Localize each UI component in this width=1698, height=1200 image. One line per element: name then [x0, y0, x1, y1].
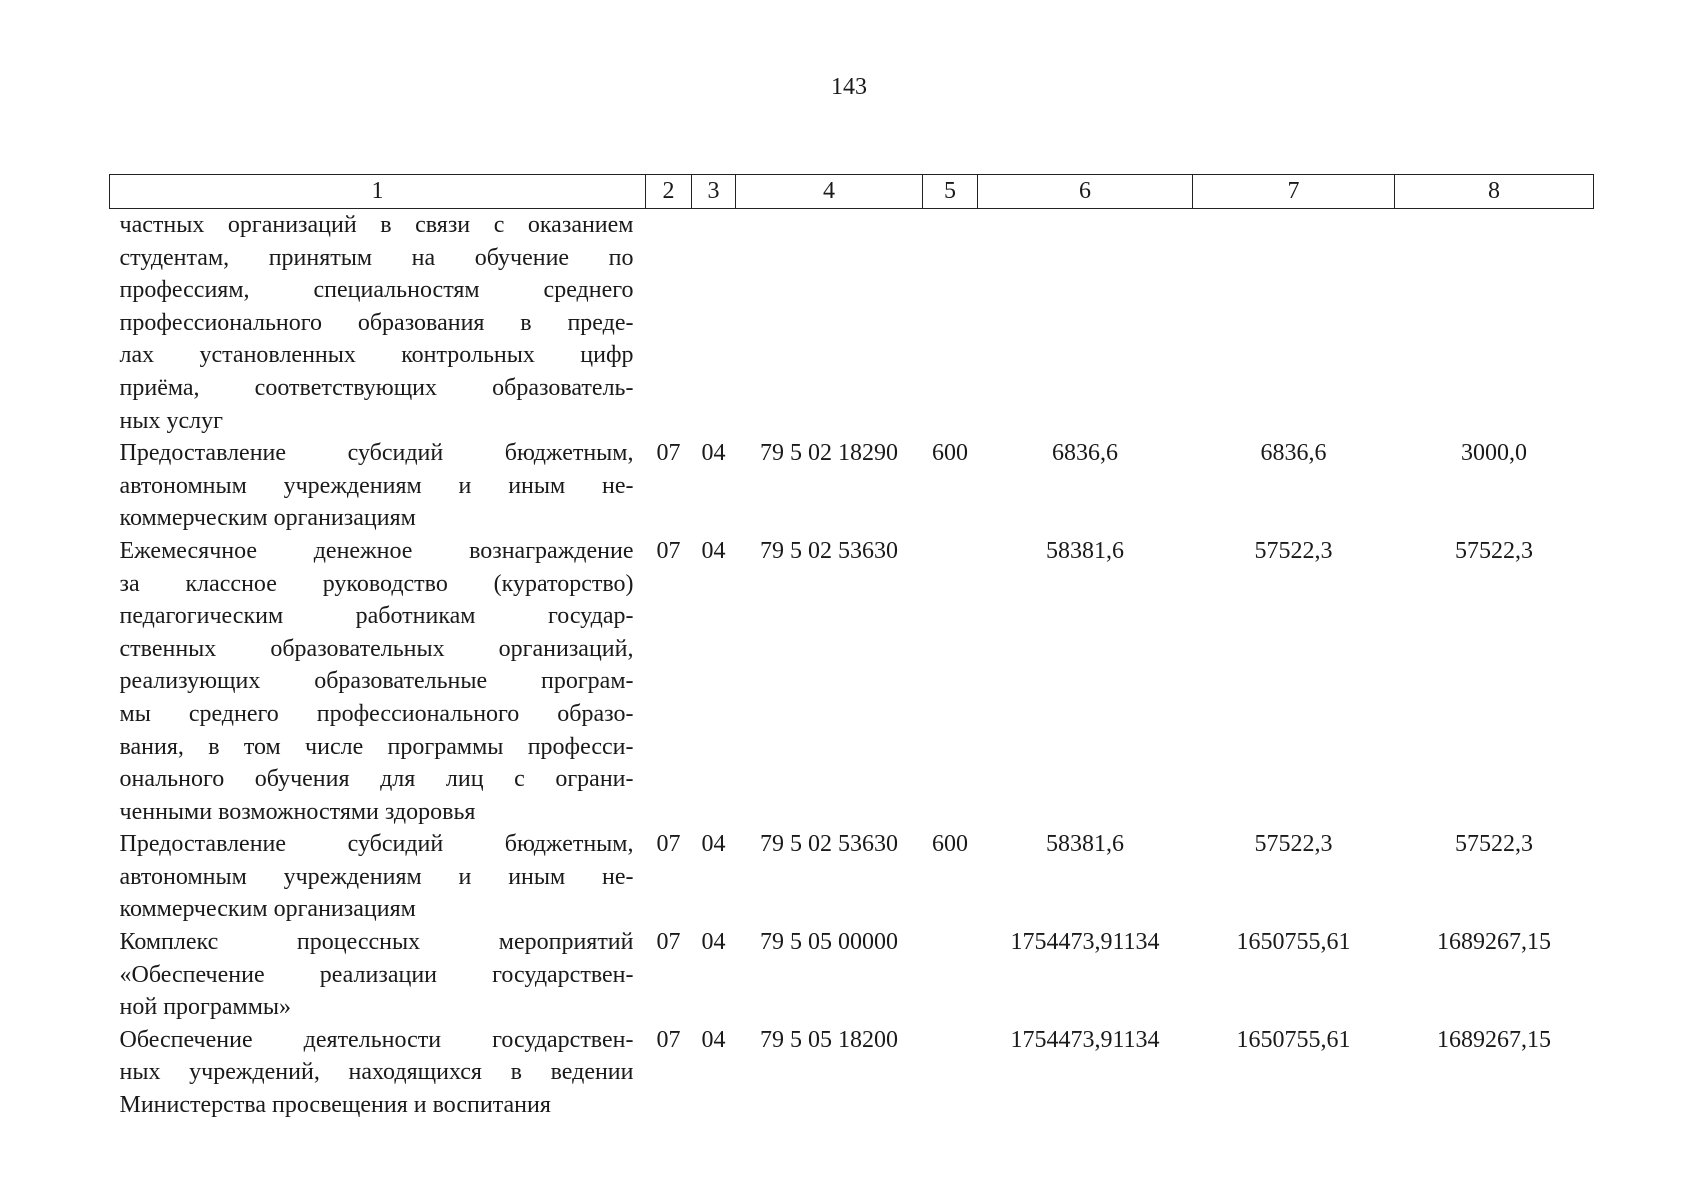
section-code-cell	[646, 209, 692, 438]
row-name-line: Предоставление субсидий бюджетным,	[119, 831, 634, 858]
amount-col-8-cell	[1395, 209, 1594, 438]
row-name-line: онального обучения для лиц с ограни-	[119, 766, 634, 793]
row-name-line: ченными возможностями здоровья	[119, 798, 476, 825]
amount-col-6-cell: 1754473,91134	[1010, 1026, 1160, 1053]
amount-col-7-cell: 57522,3	[1254, 537, 1333, 564]
row-name-line: автономным учреждениям и иным не-	[119, 863, 634, 890]
subsection-code-cell: 04	[701, 831, 726, 858]
section-code-cell: 07	[656, 929, 681, 956]
target-article-cell: 79 5 02 18290	[760, 440, 898, 467]
row-name-line: Предоставление субсидий бюджетным,	[119, 440, 634, 467]
header-col-3: 3	[692, 175, 736, 209]
row-name-line: автономным учреждениям и иным не-	[119, 472, 634, 499]
subsection-code-cell: 04	[701, 1026, 726, 1053]
row-name-line: коммерческим организациям	[119, 896, 416, 923]
amount-col-7-cell	[1193, 209, 1395, 438]
expense-type-cell	[923, 535, 978, 828]
row-name-line: мы среднего профессионального образо-	[119, 700, 634, 727]
row-name-line: педагогическим работникам государ-	[119, 603, 634, 630]
budget-table	[109, 174, 1594, 1122]
subsection-code-cell: 04	[701, 440, 726, 467]
amount-col-6-cell	[978, 209, 1193, 438]
table-header	[110, 175, 1594, 209]
amount-col-6-cell: 58381,6	[1046, 537, 1124, 564]
section-code-cell: 07	[656, 440, 681, 467]
expense-type-cell	[923, 209, 978, 438]
table-row	[110, 535, 1594, 828]
expense-type-cell	[923, 1024, 978, 1122]
header-col-6: 6	[978, 175, 1193, 209]
header-col-8: 8	[1395, 175, 1594, 209]
amount-col-8-cell: 57522,3	[1455, 831, 1533, 858]
section-code-cell: 07	[656, 537, 681, 564]
amount-col-6-cell: 6836,6	[1052, 440, 1118, 467]
expense-type-cell: 600	[932, 831, 968, 858]
page-number: 143	[831, 74, 867, 100]
amount-col-8-cell: 1689267,15	[1437, 929, 1551, 956]
table-row	[110, 828, 1594, 926]
row-name-line: ственных образовательных организаций,	[119, 635, 634, 662]
table-row	[110, 437, 1594, 535]
amount-col-6-cell: 58381,6	[1046, 831, 1124, 858]
row-name-line: «Обеспечение реализации государствен-	[119, 961, 634, 988]
row-name-line: коммерческим организациям	[119, 505, 416, 532]
target-article-cell: 79 5 02 53630	[760, 537, 898, 564]
expense-type-cell: 600	[932, 440, 968, 467]
expense-type-cell	[923, 926, 978, 1024]
amount-col-7-cell: 57522,3	[1254, 831, 1333, 858]
subsection-code-cell: 04	[701, 537, 726, 564]
row-name-cell	[110, 437, 646, 535]
row-name-line: профессионального образования в преде-	[119, 309, 634, 336]
row-name-line: лах установленных контрольных цифр	[119, 342, 634, 369]
row-name-line: Обеспечение деятельности государствен-	[119, 1026, 634, 1053]
table-row	[110, 1024, 1594, 1122]
table-row	[110, 926, 1594, 1024]
table-body	[110, 209, 1594, 1122]
row-name-cell	[110, 535, 646, 828]
row-name-cell	[110, 926, 646, 1024]
row-name-line: частных организаций в связи с оказанием	[119, 212, 634, 238]
header-col-4: 4	[736, 175, 923, 209]
row-name-line: ной программы»	[119, 994, 292, 1021]
header-row	[110, 175, 1594, 209]
amount-col-8-cell: 3000,0	[1461, 440, 1527, 467]
target-article-cell: 79 5 02 53630	[760, 831, 898, 858]
row-name-line: Комплекс процессных мероприятий	[119, 929, 634, 956]
section-code-cell: 07	[656, 1026, 681, 1053]
header-col-2: 2	[646, 175, 692, 209]
amount-col-7-cell: 1650755,61	[1236, 1026, 1351, 1053]
row-name-line: ных услуг	[119, 407, 223, 434]
row-name-cell	[110, 828, 646, 926]
amount-col-6-cell: 1754473,91134	[1010, 929, 1160, 956]
header-col-5: 5	[923, 175, 978, 209]
table-row	[110, 209, 1594, 438]
section-code-cell: 07	[656, 831, 681, 858]
row-name-line: Ежемесячное денежное вознаграждение	[119, 537, 634, 564]
row-name-line: приёма, соответствующих образователь-	[119, 374, 634, 401]
row-name-cell	[110, 1024, 646, 1122]
amount-col-8-cell: 57522,3	[1455, 537, 1533, 564]
header-col-7: 7	[1193, 175, 1395, 209]
amount-col-8-cell: 1689267,15	[1437, 1026, 1551, 1053]
target-article-cell: 79 5 05 00000	[760, 929, 898, 956]
target-article-cell	[736, 209, 923, 438]
row-name-line: ных учреждений, находящихся в ведении	[119, 1059, 634, 1086]
row-name-line: профессиям, специальностям среднего	[119, 277, 634, 304]
row-name-line: студентам, принятым на обучение по	[119, 244, 634, 271]
amount-col-7-cell: 1650755,61	[1236, 929, 1351, 956]
subsection-code-cell: 04	[701, 929, 726, 956]
target-article-cell: 79 5 05 18200	[760, 1026, 898, 1053]
subsection-code-cell	[692, 209, 736, 438]
header-col-1: 1	[110, 175, 646, 209]
row-name-line: за классное руководство (кураторство)	[119, 570, 634, 597]
row-name-line: вания, в том числе программы професси-	[119, 733, 634, 760]
row-name-cell	[110, 209, 646, 438]
row-name-line: реализующих образовательные програм-	[119, 668, 634, 695]
row-name-line: Министерства просвещения и воспитания	[119, 1092, 551, 1119]
amount-col-7-cell: 6836,6	[1260, 440, 1327, 467]
